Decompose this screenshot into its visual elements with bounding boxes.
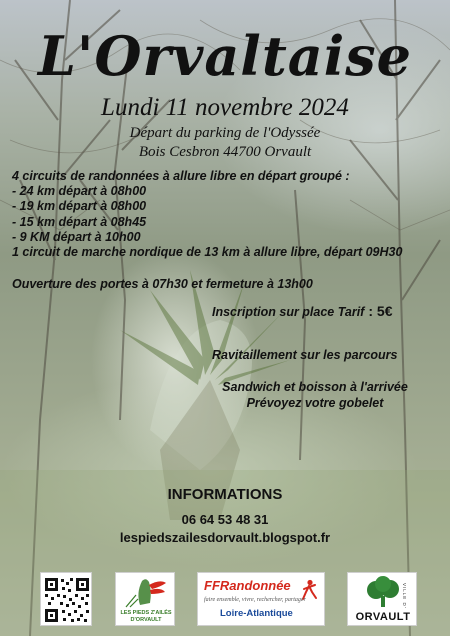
club-name: LES PIEDS Z'AILÉS D'ORVAULT [120,610,172,623]
departure-address: Bois Cesbron 44700 Orvault [138,144,312,160]
ffrandonnee-logo [197,572,325,626]
info-heading: INFORMATIONS [167,486,283,503]
event-title: L'Orvaltaise [37,24,413,88]
ville-label: VILLE D' [402,583,407,609]
cup-info: Prévoyez votre gobelet [246,396,384,410]
departure-location: Départ du parking de l'Odyssée [129,125,321,141]
price: : 5€ [368,303,393,319]
ffr-tagline: faire ensemble, vivre, rechercher, partager [204,597,306,603]
registration-label: Inscription sur place Tarif [212,305,365,319]
circuits-intro: 4 circuits de randonnées à allure libre en départ groupé : [12,169,350,183]
sandwich-info: Sandwich et boisson à l'arrivée [222,380,408,394]
circuit-item: - 24 km départ à 08h00 [12,184,147,199]
event-date: Lundi 11 novembre 2024 [101,94,349,121]
winged-foot-icon [116,573,175,609]
website-link[interactable]: lespiedszailesdorvault.blogspot.fr [119,530,331,545]
circuit-item: - 19 km départ à 08h00 [12,199,147,214]
qr-code[interactable] [40,572,92,626]
refreshments-info: Ravitaillement sur les parcours [212,348,398,362]
ville-name: ORVAULT [355,611,411,623]
ffr-name: FFRandonnée [204,578,291,593]
qr-code-icon [41,573,92,626]
ffr-region: Loire-Atlantique [220,608,293,619]
registration-info [212,303,392,319]
tree-icon [365,576,401,610]
circuit-item: - 9 KM départ à 10h00 [12,229,141,244]
circuits-list [12,169,448,260]
nordic-walk-item: 1 circuit de marche nordique de 13 km à allure libre, départ 09H30 [12,245,403,260]
club-logo [115,572,175,626]
ville-orvault-logo [347,572,417,626]
phone-number: 06 64 53 48 31 [181,512,269,527]
circuit-item: - 15 km départ à 08h45 [12,214,147,229]
opening-hours: Ouverture des portes à 07h30 et fermeture à 13h00 [12,277,313,291]
